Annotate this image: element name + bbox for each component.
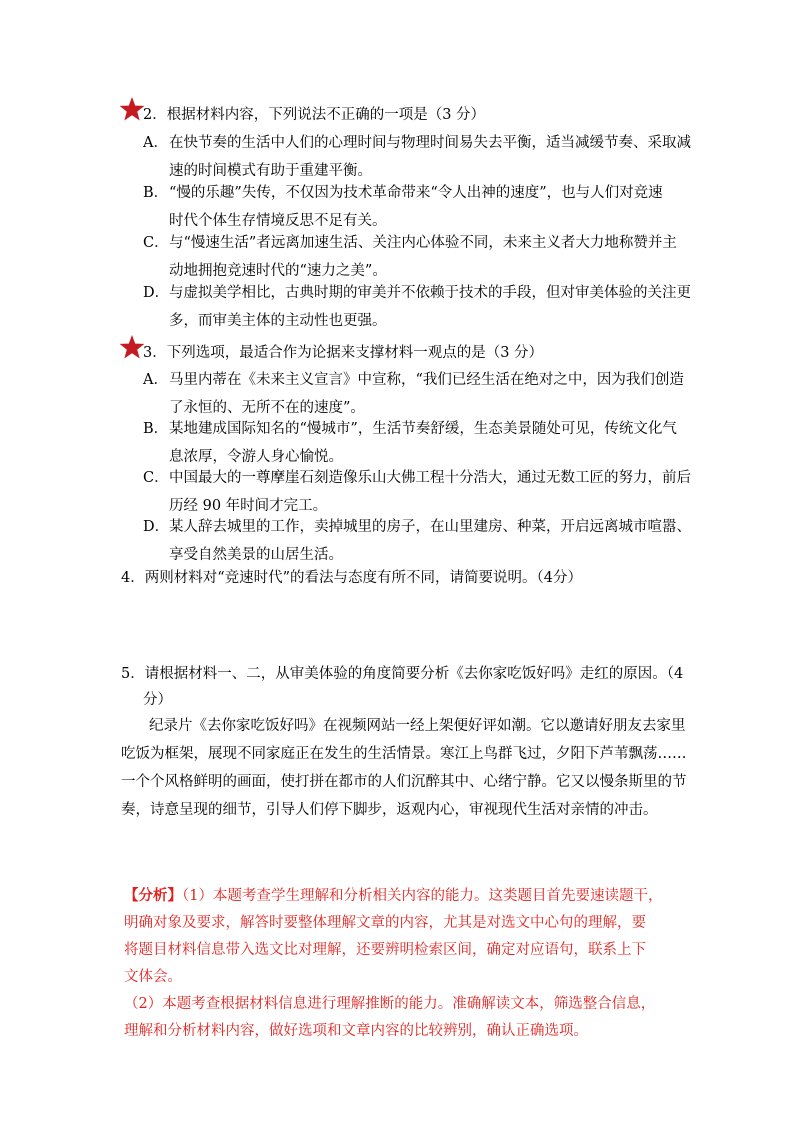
analysis-line: 将题目材料信息带入选文比对理解，还要辨明检索区间，确定对应语句，联系上下 xyxy=(124,942,646,958)
option-text-line2: 享受自然美景的山居生活。 xyxy=(169,547,343,563)
question-3-stem: 3．下列选项，最适合作为论据来支撑材料一观点的是（3 分） xyxy=(143,345,544,361)
question-4-stem: 4．两则材料对“竞速时代”的看法与态度有所不同，请简要说明。（4分） xyxy=(121,570,583,586)
analysis-line: 文体会。 xyxy=(124,969,182,985)
passage-line: 一个个风格鲜明的画面，使打拼在都市的人们沉醉其中、心绪宁静。它又以慢条斯里的节 xyxy=(121,774,687,790)
option-text-line1: 中国最大的一尊摩崖石刻造像乐山大佛工程十分浩大，通过无数工匠的努力，前后 xyxy=(169,470,691,486)
q2-option-c xyxy=(143,229,703,285)
question-5-stem xyxy=(121,661,684,713)
star-icon xyxy=(119,334,145,360)
option-text-line1: 某地建成国际知名的“慢城市”，生活节奏舒缓，生态美景随处可见，传统文化气 xyxy=(169,421,677,437)
option-text-line1: 在快节奏的生活中人们的心理时间与物理时间易失去平衡，适当减缓节奏、采取减 xyxy=(169,135,691,151)
star-icon xyxy=(119,96,145,122)
q2-option-b xyxy=(143,179,703,235)
analysis-line: （1）本题考查学生理解和分析相关内容的能力。这类题目首先要速读题干， xyxy=(182,888,663,904)
option-text-line2: 历经 90 年时间才完工。 xyxy=(169,498,328,514)
option-text-line1: 马里内蒂在《未来主义宣言》中宣称，“我们已经生活在绝对之中，因为我们创造 xyxy=(169,372,684,388)
option-letter: C． xyxy=(143,470,169,486)
passage-line: 吃饭为框架，展现不同家庭正在发生的生活情景。寒江上鸟群飞过，夕阳下芦苇飘荡…… xyxy=(121,746,687,762)
option-text-line1: “慢的乐趣”失传，不仅因为技术革命带来“令人出神的速度”，也与人们对竞速 xyxy=(169,185,663,201)
option-text-line2: 速的时间模式有助于重建平衡。 xyxy=(169,163,372,179)
analysis-tag: 【分析】 xyxy=(124,887,182,904)
option-letter: A． xyxy=(143,135,168,151)
option-text-line2: 多，而审美主体的主动性也更强。 xyxy=(169,313,387,329)
q2-option-a xyxy=(143,129,703,185)
option-letter: B． xyxy=(143,185,169,201)
question-2-stem: 2．根据材料内容，下列说法不正确的一项是（3 分） xyxy=(143,107,486,123)
q2-option-d xyxy=(143,279,703,335)
q3-option-c xyxy=(143,464,703,520)
stem-line2: 分） xyxy=(143,692,172,708)
q3-option-a xyxy=(143,366,703,422)
option-letter: C． xyxy=(143,235,169,251)
option-letter: A． xyxy=(143,372,168,388)
analysis-line: （2）本题考查根据材料信息进行理解推断的能力。准确解读文本，筛选整合信息， xyxy=(124,996,656,1012)
option-text-line2: 动地拥抱竞速时代的“速力之美”。 xyxy=(169,263,387,279)
option-text-line1: 与虚拟美学相比，古典时期的审美并不依赖于技术的手段，但对审美体验的关注更 xyxy=(169,285,691,301)
q3-option-b xyxy=(143,415,703,471)
option-text-line1: 某人辞去城里的工作，卖掉城里的房子，在山里建房、种菜，开启远离城市喧嚣、 xyxy=(169,519,691,535)
option-letter: D． xyxy=(143,519,170,535)
analysis-line: 理解和分析材料内容，做好选项和文章内容的比较辨别，确认正确选项。 xyxy=(124,1023,588,1039)
q3-option-d xyxy=(143,513,703,569)
option-letter: B． xyxy=(143,421,169,437)
passage-line: 纪录片《去你家吃饭好吗》在视频网站一经上架便好评如潮。它以邀请好朋友去家里 xyxy=(149,718,686,734)
passage-line: 奏，诗意呈现的细节，引导人们停下脚步，返观内心，审视现代生活对亲情的冲击。 xyxy=(121,802,658,818)
option-text-line2: 息浓厚，令游人身心愉悦。 xyxy=(169,449,343,465)
question-5-passage xyxy=(121,712,687,824)
stem-line1: 5．请根据材料一、二，从审美体验的角度简要分析《去你家吃饭好吗》走红的原因。（4 xyxy=(121,666,684,682)
analysis-line: 明确对象及要求，解答时要整体理解文章的内容，尤其是对选文中心句的理解，要 xyxy=(124,915,646,931)
option-letter: D． xyxy=(143,285,170,301)
option-text-line1: 与“慢速生活”者远离加速生活、关注内心体验不同，未来主义者大力地称赞并主 xyxy=(169,235,677,251)
analysis-section xyxy=(124,882,704,1045)
option-text-line2: 时代个体生存情境反思不足有关。 xyxy=(169,213,387,229)
option-text-line2: 了永恒的、无所不在的速度”。 xyxy=(169,400,365,416)
